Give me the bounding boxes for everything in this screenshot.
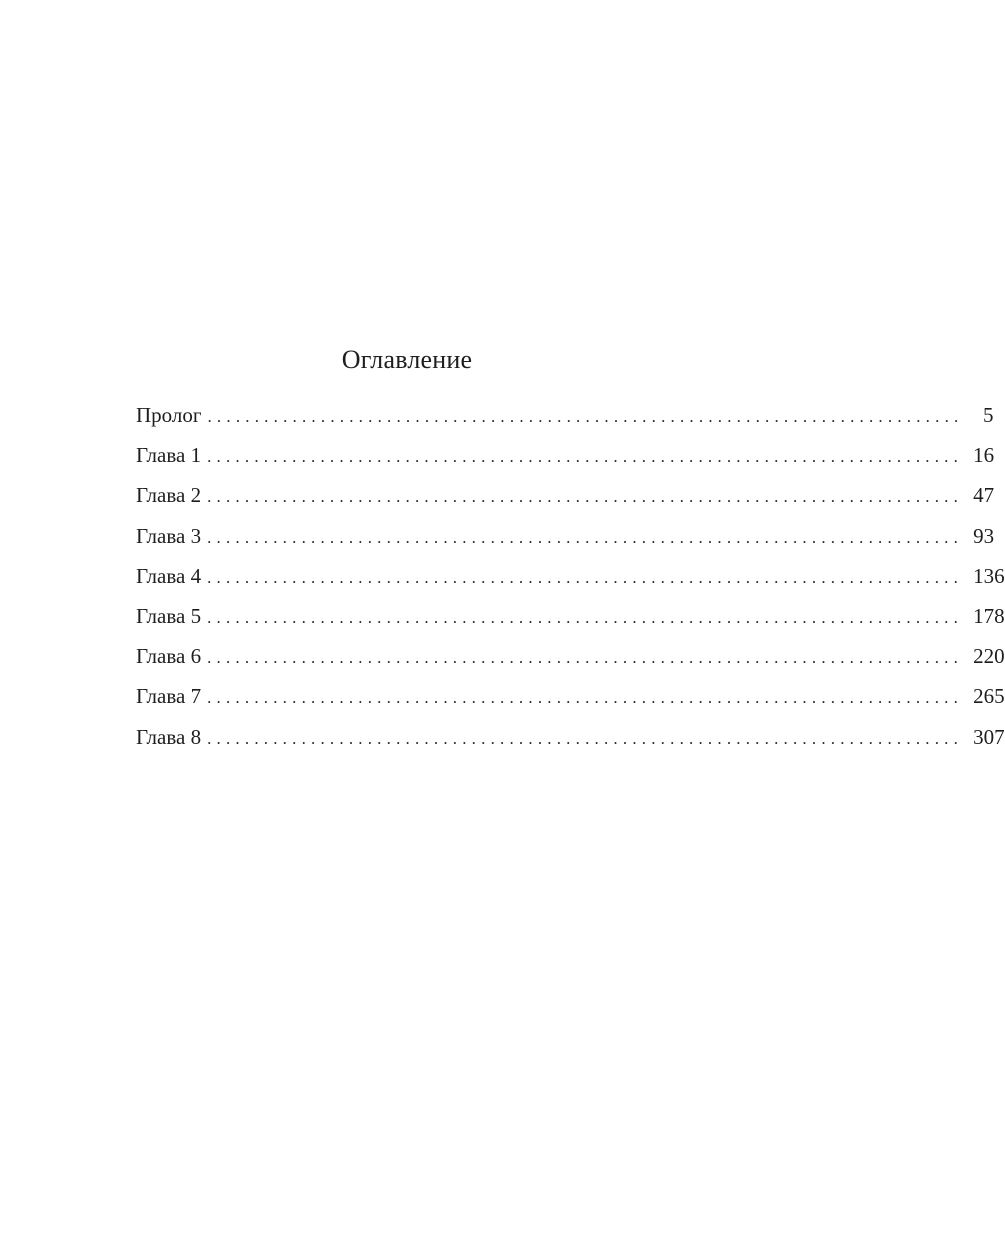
toc-entry[interactable] (136, 479, 995, 519)
dot-leader: ................................................................................ (207, 567, 964, 587)
toc-entry[interactable] (136, 439, 995, 479)
toc-entry[interactable] (136, 600, 1005, 640)
toc-entry-page: 178 (973, 603, 1005, 628)
toc-entry-page: 265 (973, 684, 1005, 709)
toc-entry-page: 47 (973, 483, 995, 508)
toc-entry-page: 5 (982, 403, 994, 427)
toc-entry-label: Глава 4 (136, 563, 202, 588)
toc-entry-label: Пролог (136, 403, 202, 427)
toc-entry[interactable] (136, 520, 995, 560)
dot-leader: ................................................................................ (207, 487, 964, 507)
dot-leader: ................................................................................ (207, 407, 964, 426)
toc-list (136, 399, 1005, 761)
dot-leader: ................................................................................ (207, 527, 964, 547)
toc-entry-page: 220 (973, 644, 1005, 669)
toc-entry-page: 93 (973, 523, 995, 548)
dot-leader: ................................................................................ (207, 607, 964, 627)
toc-entry-label: Глава 5 (136, 603, 202, 628)
toc-entry-page: 136 (973, 563, 1005, 588)
toc-entry[interactable] (136, 560, 1005, 600)
toc-entry-label: Глава 7 (136, 684, 202, 709)
toc-title: Оглавление (341, 345, 473, 374)
toc-entry[interactable] (136, 680, 1005, 720)
dot-leader: ................................................................................ (207, 447, 964, 467)
dot-leader: ................................................................................ (207, 648, 964, 668)
toc-entry[interactable] (136, 721, 1005, 761)
toc-entry-label: Глава 8 (136, 724, 202, 749)
toc-entry[interactable] (136, 640, 1005, 680)
dot-leader: ................................................................................ (207, 688, 964, 708)
toc-entry-label: Глава 2 (136, 483, 202, 508)
toc-entry-label: Глава 1 (136, 443, 202, 468)
toc-entry-page: 16 (973, 443, 995, 468)
toc-entry-label: Глава 6 (136, 644, 202, 669)
toc-entry-label: Глава 3 (136, 523, 202, 548)
dot-leader: ................................................................................ (207, 728, 964, 748)
toc-entry[interactable] (136, 399, 994, 439)
toc-entry-page: 307 (973, 724, 1005, 749)
